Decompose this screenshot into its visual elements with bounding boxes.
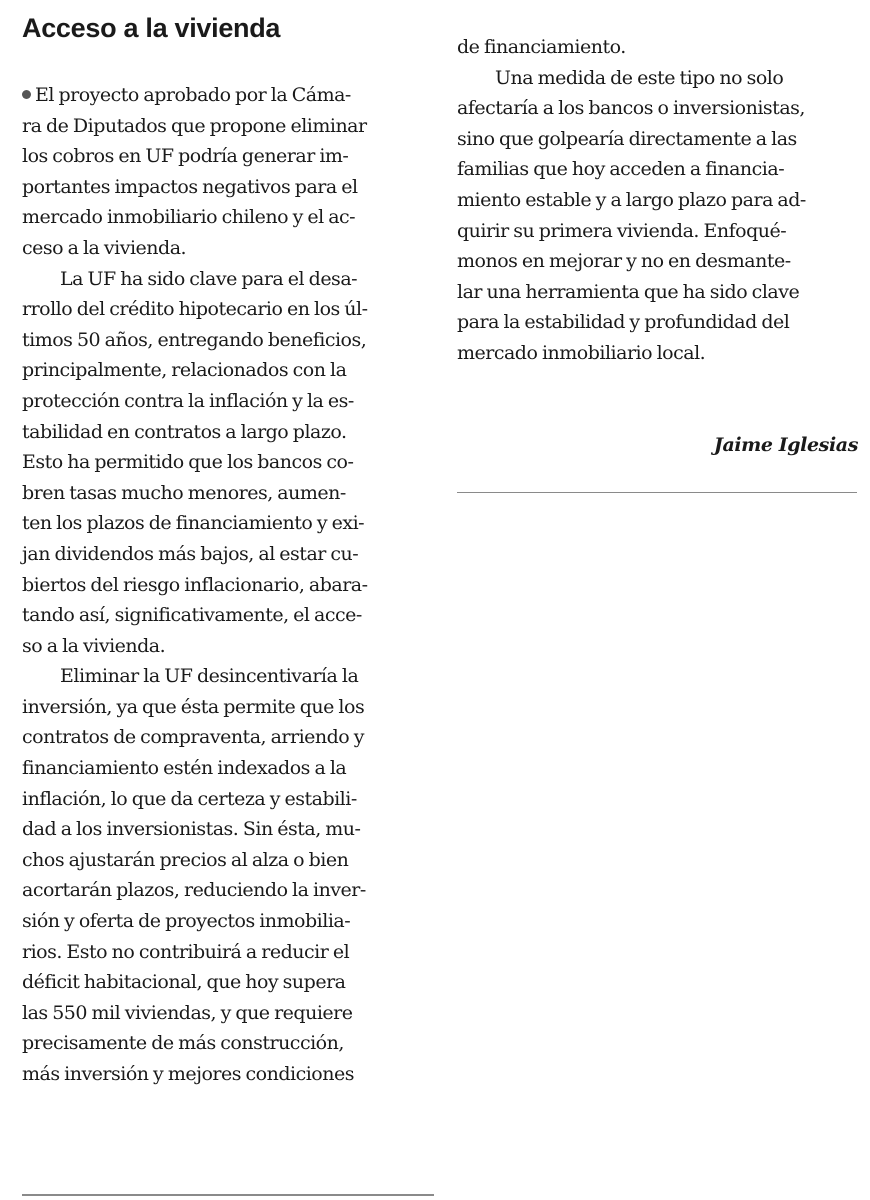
text-line <box>22 325 442 356</box>
text-line <box>22 417 442 448</box>
section-divider <box>457 492 857 493</box>
text-line <box>22 753 442 784</box>
bottom-divider <box>22 1194 434 1196</box>
text-line <box>22 570 442 601</box>
text-line <box>22 294 442 325</box>
text-line <box>457 338 867 369</box>
text-line <box>22 692 442 723</box>
text-line-content: sión y oferta de proyectos inmobilia- <box>22 910 351 933</box>
text-line-content: déficit habitacional, que hoy supera <box>22 971 346 994</box>
text-line <box>22 967 442 998</box>
text-line-content: principalmente, relacionados con la <box>22 359 347 382</box>
text-line <box>457 63 867 94</box>
article-headline: Acceso a la vivienda <box>22 13 281 43</box>
text-line <box>22 722 442 753</box>
text-line-content: las 550 mil viviendas, y que requiere <box>22 1001 353 1024</box>
text-line <box>22 233 442 264</box>
text-line-content: ten los plazos de financiamiento y exi- <box>22 512 365 535</box>
text-line-content: Eliminar la UF desincentivaría la <box>60 665 359 688</box>
text-line-content: familias que hoy acceden a financia- <box>457 158 785 181</box>
text-line <box>22 386 442 417</box>
text-line-content: más inversión y mejores condiciones <box>22 1063 354 1085</box>
text-line-content: protección contra la inflación y la es- <box>22 389 354 412</box>
text-line <box>457 246 867 277</box>
text-line <box>22 80 442 111</box>
text-line <box>457 93 867 124</box>
text-line-content: timos 50 años, entregando beneficios, <box>22 328 367 351</box>
text-line-content: chos ajustarán precios al alza o bien <box>22 848 349 871</box>
text-line <box>22 906 442 937</box>
text-line-content: dad a los inversionistas. Sin ésta, mu- <box>22 818 361 841</box>
text-line-content: sino que golpearía directamente a las <box>457 127 797 150</box>
text-line-content: tabilidad en contratos a largo plazo. <box>22 420 347 443</box>
bullet-icon <box>22 90 31 99</box>
text-line-content: acortarán plazos, reduciendo la inver- <box>22 879 366 902</box>
text-line-content: El proyecto aprobado por la Cáma- <box>35 84 351 106</box>
text-line-content: mercado inmobiliario chileno y el ac- <box>22 206 356 229</box>
text-line <box>22 661 442 692</box>
text-line <box>22 111 442 142</box>
text-line <box>457 124 867 155</box>
text-line <box>22 1028 442 1059</box>
text-line-content: La UF ha sido clave para el desa- <box>60 267 358 290</box>
text-line <box>22 875 442 906</box>
text-line <box>22 814 442 845</box>
text-line-content: para la estabilidad y profundidad del <box>457 311 790 334</box>
text-line-content: rios. Esto no contribuirá a reducir el <box>22 940 350 963</box>
text-line-content: de financiamiento. <box>457 36 626 58</box>
text-line <box>457 216 867 247</box>
text-line-content: rrollo del crédito hipotecario en los úl- <box>22 298 368 321</box>
text-line-content: ceso a la vivienda. <box>22 236 187 259</box>
text-line <box>457 277 867 308</box>
text-line <box>22 447 442 478</box>
text-line <box>457 307 867 338</box>
text-line <box>22 202 442 233</box>
text-line <box>457 185 867 216</box>
text-line-content: tando así, significativamente, el acce- <box>22 604 362 627</box>
text-line <box>22 1059 442 1090</box>
text-line <box>22 784 442 815</box>
text-line <box>22 508 442 539</box>
text-line-content: mercado inmobiliario local. <box>457 341 706 364</box>
text-line-content: afectaría a los bancos o inversionistas, <box>457 97 805 120</box>
text-line-content: jan dividendos más bajos, al estar cu- <box>22 542 359 565</box>
text-line-content: precisamente de más construcción, <box>22 1032 344 1055</box>
text-line-content: lar una herramienta que ha sido clave <box>457 280 800 303</box>
text-line-content: quirir su primera vivienda. Enfoqué- <box>457 219 787 242</box>
text-line <box>22 631 442 662</box>
text-line-content: portantes impactos negativos para el <box>22 175 358 198</box>
text-line-content: financiamiento estén indexados a la <box>22 757 347 780</box>
text-line-content: ra de Diputados que propone eliminar <box>22 114 367 137</box>
author-byline: Jaime Iglesias <box>713 434 858 456</box>
text-line <box>22 141 442 172</box>
text-line <box>22 998 442 1029</box>
text-line <box>22 937 442 968</box>
text-line-content: contratos de compraventa, arriendo y <box>22 726 365 749</box>
article-body-left-column <box>22 80 442 1090</box>
text-line-content: biertos del riesgo inflacionario, abara- <box>22 573 368 596</box>
text-line-content: Esto ha permitido que los bancos co- <box>22 451 354 474</box>
text-line <box>22 845 442 876</box>
article-body-right-column <box>457 32 867 369</box>
text-line <box>457 32 867 63</box>
text-line <box>457 154 867 185</box>
text-line-content: bren tasas mucho menores, aumen- <box>22 481 346 504</box>
text-line <box>22 172 442 203</box>
text-line <box>22 600 442 631</box>
text-line-content: Una medida de este tipo no solo <box>495 66 784 89</box>
text-line-content: miento estable y a largo plazo para ad- <box>457 188 806 211</box>
text-line <box>22 539 442 570</box>
text-line-content: inflación, lo que da certeza y estabili- <box>22 787 357 810</box>
text-line-content: los cobros en UF podría generar im- <box>22 145 349 168</box>
text-line <box>22 264 442 295</box>
text-line <box>22 478 442 509</box>
text-line <box>22 355 442 386</box>
text-line-content: monos en mejorar y no en desmante- <box>457 250 791 273</box>
text-line-content: inversión, ya que ésta permite que los <box>22 695 365 718</box>
text-line-content: so a la vivienda. <box>22 634 166 657</box>
